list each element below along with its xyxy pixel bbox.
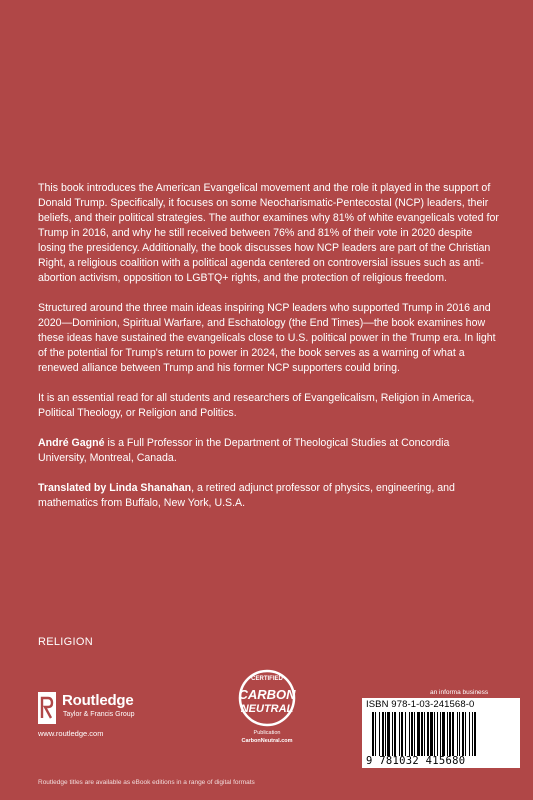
routledge-r-icon <box>38 692 56 724</box>
book-description <box>38 181 500 526</box>
publisher-group: Taylor & Francis Group <box>63 711 135 718</box>
carbon-word-2: NEUTRAL <box>240 703 294 715</box>
carbon-neutral-logo <box>234 668 300 738</box>
publisher-url: www.routledge.com <box>38 729 104 738</box>
barcode <box>372 712 512 756</box>
routledge-logo <box>38 692 198 742</box>
author-bio-text: is a Full Professor in the Department of Theological Studies at Concordia University, Montreal, Canada. <box>38 437 450 464</box>
informa-tagline: an informa business <box>430 689 489 696</box>
carbon-certified-text: CERTIFIED <box>251 676 283 682</box>
description-paragraph-2: Structured around the three main ideas inspiring NCP leaders who supported Trump in 2016 and 2020—Dominion, Spiritual Warfare, and Eschatology (the End Times)—the book examines how these ideas have sustained the evangelicals close to U.S. political power in the Trump era. In light of the potential for Trump's return to power in 2024, the book serves as a warning of what a renewed alliance between Trump and his former NCP supporters could bring. <box>38 302 496 374</box>
author-bio <box>38 436 500 466</box>
isbn-label: ISBN 978-1-03-241568-0 <box>366 699 475 710</box>
publisher-name: Routledge <box>62 692 134 709</box>
description-paragraph-3: It is an essential read for all students and researchers of Evangelicalism, Religion in America, Political Theology, or Religion and Politics. <box>38 392 475 419</box>
translator-bio-text: , a retired adjunct professor of physics, engineering, and mathematics from Buffalo, New York, U.S.A. <box>38 482 455 509</box>
isbn-barcode-box <box>362 698 520 768</box>
carbon-word-1: CARBON <box>238 687 296 702</box>
carbon-caption <box>228 729 306 745</box>
description-paragraph-1: This book introduces the American Evangelical movement and the role it played in the support of Donald Trump. Specifically, it focuses on some Neocharismatic-Pentecostal (NCP) leaders, their beliefs, and their political strategies. The author examines why 81% of white evangelicals voted for Trump in 2016, and why he still received between 76% and 81% of their vote in 2020 despite losing the presidency. Additionally, the book discusses how NCP leaders are part of the Christian Right, a religious coalition with a political agenda centered on controversial issues such as anti-abortion activism, opposition to LGBTQ+ rights, and the protection of religious freedom. <box>38 182 499 284</box>
isbn-digits: 9 781032 415680 <box>366 755 466 767</box>
carbon-publication: Publication <box>253 730 281 736</box>
translator-name: Translated by Linda Shanahan <box>38 482 192 494</box>
author-name: André Gagné <box>38 437 105 449</box>
translator-bio <box>38 481 500 511</box>
carbon-site: CarbonNeutral.com <box>241 738 293 744</box>
ebook-note: Routledge titles are available as eBook editions in a range of digital formats <box>38 779 255 786</box>
subject-category: RELIGION <box>38 636 93 648</box>
